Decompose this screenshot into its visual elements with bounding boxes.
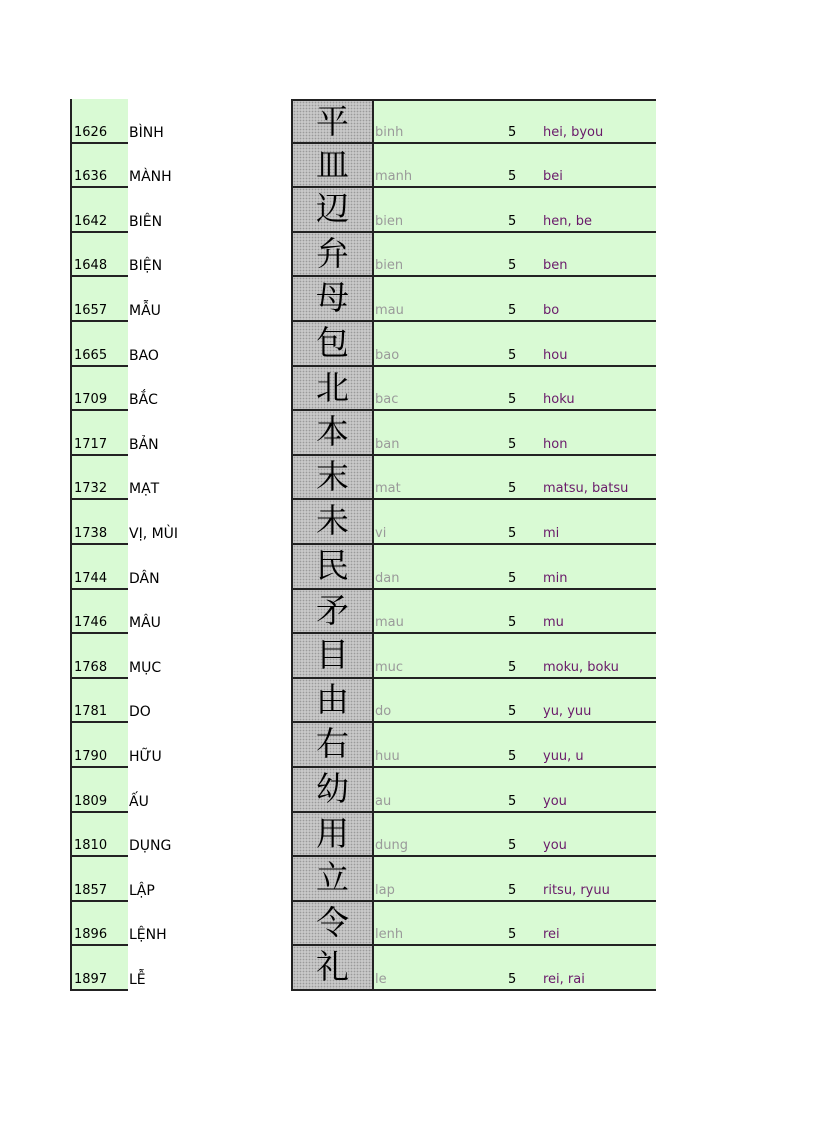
kanji-cell	[291, 277, 374, 322]
level-value: 5	[508, 971, 517, 987]
romanized-reading: binh	[375, 124, 404, 140]
table-row	[0, 723, 816, 768]
sino-vietnamese-reading: DO	[129, 704, 151, 721]
kanji-character: 由	[316, 679, 349, 719]
romanized-reading: bien	[375, 258, 404, 274]
sino-vietnamese-cell	[128, 813, 291, 858]
onyomi-reading: ritsu, ryuu	[543, 882, 610, 898]
kanji-cell	[291, 500, 374, 545]
sino-vietnamese-reading: LẬP	[129, 882, 155, 899]
romanized-reading: mau	[375, 615, 404, 631]
kanji-character: 北	[316, 367, 349, 407]
sino-vietnamese-reading: DỤNG	[129, 838, 172, 855]
onyomi-reading: rei, rai	[543, 971, 585, 987]
table-row	[0, 768, 816, 813]
reading-cell	[374, 233, 656, 278]
row-number-cell	[70, 322, 128, 367]
onyomi-reading: yuu, u	[543, 748, 584, 764]
kanji-cell	[291, 456, 374, 501]
onyomi-reading: hen, be	[543, 213, 592, 229]
reading-cell	[374, 545, 656, 590]
romanized-reading: mat	[375, 481, 401, 497]
level-value: 5	[508, 570, 517, 586]
level-value: 5	[508, 615, 517, 631]
sino-vietnamese-reading: MÂU	[129, 615, 161, 632]
kanji-cell	[291, 634, 374, 679]
sino-vietnamese-cell	[128, 233, 291, 278]
row-number: 1746	[74, 615, 108, 631]
kanji-character: 未	[316, 501, 349, 541]
kanji-character: 辺	[316, 189, 349, 229]
onyomi-reading: hon	[543, 436, 568, 452]
sino-vietnamese-cell	[128, 99, 291, 144]
sino-vietnamese-reading: MỤC	[129, 659, 162, 676]
level-value: 5	[508, 793, 517, 809]
onyomi-reading: bei	[543, 169, 563, 185]
row-number-cell	[70, 902, 128, 947]
sino-vietnamese-reading: MÀNH	[129, 169, 172, 186]
row-number-cell	[70, 857, 128, 902]
level-value: 5	[508, 659, 517, 675]
table-row	[0, 545, 816, 590]
row-number-cell	[70, 99, 128, 144]
reading-cell	[374, 456, 656, 501]
kanji-cell	[291, 857, 374, 902]
table-row	[0, 367, 816, 412]
row-number: 1642	[74, 213, 108, 229]
sino-vietnamese-reading: MẪU	[129, 302, 161, 319]
sino-vietnamese-reading: ẤU	[129, 793, 149, 810]
level-value: 5	[508, 169, 517, 185]
romanized-reading: vi	[375, 525, 387, 541]
row-number: 1810	[74, 838, 108, 854]
row-number-cell	[70, 144, 128, 189]
sino-vietnamese-cell	[128, 590, 291, 635]
onyomi-reading: mu	[543, 615, 564, 631]
onyomi-reading: mi	[543, 525, 560, 541]
row-number-cell	[70, 679, 128, 724]
sino-vietnamese-cell	[128, 634, 291, 679]
row-number-cell	[70, 456, 128, 501]
kanji-character: 弁	[316, 233, 349, 273]
kanji-cell	[291, 723, 374, 768]
onyomi-reading: matsu, batsu	[543, 481, 629, 497]
table-row	[0, 188, 816, 233]
kanji-character: 矛	[316, 590, 349, 630]
sino-vietnamese-reading: LỆNH	[129, 927, 167, 944]
sino-vietnamese-reading: BIÊN	[129, 213, 163, 230]
sino-vietnamese-reading: BÌNH	[129, 124, 164, 141]
reading-cell	[374, 590, 656, 635]
sino-vietnamese-cell	[128, 723, 291, 768]
level-value: 5	[508, 838, 517, 854]
table-row	[0, 233, 816, 278]
row-number-cell	[70, 634, 128, 679]
kanji-cell	[291, 367, 374, 412]
reading-cell	[374, 813, 656, 858]
row-number: 1768	[74, 659, 108, 675]
sino-vietnamese-cell	[128, 456, 291, 501]
romanized-reading: muc	[375, 659, 404, 675]
row-number-cell	[70, 768, 128, 813]
row-number: 1648	[74, 258, 108, 274]
sino-vietnamese-reading: MẠT	[129, 481, 160, 498]
onyomi-reading: bo	[543, 302, 560, 318]
sino-vietnamese-cell	[128, 322, 291, 367]
kanji-character: 包	[316, 322, 349, 362]
row-number: 1781	[74, 704, 108, 720]
kanji-cell	[291, 946, 374, 991]
table-row	[0, 456, 816, 501]
romanized-reading: au	[375, 793, 392, 809]
onyomi-reading: hou	[543, 347, 568, 363]
row-number: 1709	[74, 392, 108, 408]
onyomi-reading: hoku	[543, 392, 575, 408]
row-number: 1896	[74, 927, 108, 943]
sino-vietnamese-reading: LỄ	[129, 971, 146, 988]
reading-cell	[374, 723, 656, 768]
reading-cell	[374, 188, 656, 233]
romanized-reading: bac	[375, 392, 399, 408]
onyomi-reading: you	[543, 838, 567, 854]
kanji-cell	[291, 99, 374, 144]
sino-vietnamese-cell	[128, 545, 291, 590]
romanized-reading: bien	[375, 213, 404, 229]
table-row	[0, 813, 816, 858]
romanized-reading: manh	[375, 169, 413, 185]
kanji-character: 立	[316, 858, 349, 898]
level-value: 5	[508, 124, 517, 140]
table-row	[0, 857, 816, 902]
level-value: 5	[508, 258, 517, 274]
row-number-cell	[70, 500, 128, 545]
reading-cell	[374, 902, 656, 947]
row-number: 1738	[74, 525, 108, 541]
reading-cell	[374, 322, 656, 367]
romanized-reading: le	[375, 971, 387, 987]
level-value: 5	[508, 302, 517, 318]
kanji-character: 目	[316, 635, 349, 675]
sino-vietnamese-reading: BAO	[129, 347, 159, 364]
kanji-character: 母	[316, 278, 349, 318]
table-row	[0, 634, 816, 679]
level-value: 5	[508, 392, 517, 408]
kanji-cell	[291, 902, 374, 947]
row-number: 1857	[74, 882, 108, 898]
onyomi-reading: rei	[543, 927, 560, 943]
sino-vietnamese-cell	[128, 946, 291, 991]
level-value: 5	[508, 213, 517, 229]
kanji-cell	[291, 768, 374, 813]
onyomi-reading: hei, byou	[543, 124, 604, 140]
row-number: 1717	[74, 436, 108, 452]
romanized-reading: bao	[375, 347, 400, 363]
level-value: 5	[508, 525, 517, 541]
row-number-cell	[70, 813, 128, 858]
row-number-cell	[70, 946, 128, 991]
kanji-character: 皿	[316, 144, 349, 184]
table-row	[0, 946, 816, 991]
sino-vietnamese-cell	[128, 367, 291, 412]
level-value: 5	[508, 347, 517, 363]
romanized-reading: lenh	[375, 927, 404, 943]
sino-vietnamese-cell	[128, 277, 291, 322]
table-row	[0, 590, 816, 635]
sino-vietnamese-cell	[128, 857, 291, 902]
sino-vietnamese-cell	[128, 144, 291, 189]
row-number: 1732	[74, 481, 108, 497]
reading-cell	[374, 857, 656, 902]
row-number: 1897	[74, 971, 108, 987]
level-value: 5	[508, 481, 517, 497]
kanji-character: 平	[316, 102, 349, 141]
reading-cell	[374, 367, 656, 412]
row-number-cell	[70, 367, 128, 412]
sino-vietnamese-cell	[128, 411, 291, 456]
sino-vietnamese-reading: VỊ, MÙI	[129, 525, 179, 542]
kanji-character: 令	[316, 902, 349, 942]
kanji-character: 末	[316, 456, 349, 496]
romanized-reading: ban	[375, 436, 400, 452]
reading-cell	[374, 411, 656, 456]
reading-cell	[374, 500, 656, 545]
table-row	[0, 322, 816, 367]
row-number: 1626	[74, 124, 108, 140]
reading-cell	[374, 946, 656, 991]
reading-cell	[374, 277, 656, 322]
row-number: 1744	[74, 570, 108, 586]
row-number-cell	[70, 545, 128, 590]
reading-cell	[374, 768, 656, 813]
table-row	[0, 500, 816, 545]
sino-vietnamese-reading: BẢN	[129, 436, 159, 453]
kanji-character: 民	[316, 545, 349, 585]
row-number: 1665	[74, 347, 108, 363]
row-number: 1809	[74, 793, 108, 809]
row-number: 1636	[74, 169, 108, 185]
table-row	[0, 277, 816, 322]
onyomi-reading: you	[543, 793, 567, 809]
level-value: 5	[508, 927, 517, 943]
onyomi-reading: moku, boku	[543, 659, 619, 675]
row-number-cell	[70, 233, 128, 278]
row-number-cell	[70, 590, 128, 635]
sino-vietnamese-cell	[128, 902, 291, 947]
kanji-cell	[291, 188, 374, 233]
row-number-cell	[70, 723, 128, 768]
onyomi-reading: min	[543, 570, 568, 586]
romanized-reading: dung	[375, 838, 408, 854]
kanji-character: 礼	[316, 947, 349, 987]
table-row	[0, 144, 816, 189]
kanji-cell	[291, 679, 374, 724]
reading-cell	[374, 144, 656, 189]
sino-vietnamese-reading: DÂN	[129, 570, 160, 587]
table-row	[0, 99, 816, 144]
romanized-reading: huu	[375, 748, 400, 764]
kanji-cell	[291, 545, 374, 590]
sino-vietnamese-reading: BẮC	[129, 392, 158, 409]
sino-vietnamese-cell	[128, 500, 291, 545]
onyomi-reading: ben	[543, 258, 568, 274]
onyomi-reading: yu, yuu	[543, 704, 592, 720]
level-value: 5	[508, 704, 517, 720]
row-number-cell	[70, 277, 128, 322]
kanji-character: 幼	[316, 768, 349, 808]
romanized-reading: mau	[375, 302, 404, 318]
kanji-cell	[291, 813, 374, 858]
kanji-character: 右	[316, 724, 349, 764]
reading-cell	[374, 99, 656, 144]
row-number: 1657	[74, 302, 108, 318]
sino-vietnamese-cell	[128, 768, 291, 813]
row-number-cell	[70, 188, 128, 233]
table-row	[0, 411, 816, 456]
kanji-character: 本	[316, 412, 349, 452]
table-row	[0, 679, 816, 724]
sino-vietnamese-reading: BIỆN	[129, 258, 163, 275]
romanized-reading: dan	[375, 570, 400, 586]
kanji-cell	[291, 144, 374, 189]
romanized-reading: do	[375, 704, 392, 720]
romanized-reading: lap	[375, 882, 395, 898]
kanji-cell	[291, 590, 374, 635]
level-value: 5	[508, 882, 517, 898]
kanji-character: 用	[316, 813, 349, 853]
reading-cell	[374, 634, 656, 679]
sino-vietnamese-cell	[128, 188, 291, 233]
row-number: 1790	[74, 748, 108, 764]
sino-vietnamese-cell	[128, 679, 291, 724]
row-number-cell	[70, 411, 128, 456]
table-row	[0, 902, 816, 947]
sino-vietnamese-reading: HỮU	[129, 748, 162, 765]
level-value: 5	[508, 436, 517, 452]
kanji-cell	[291, 322, 374, 367]
kanji-cell	[291, 411, 374, 456]
level-value: 5	[508, 748, 517, 764]
reading-cell	[374, 679, 656, 724]
kanji-table	[0, 99, 816, 991]
kanji-cell	[291, 233, 374, 278]
